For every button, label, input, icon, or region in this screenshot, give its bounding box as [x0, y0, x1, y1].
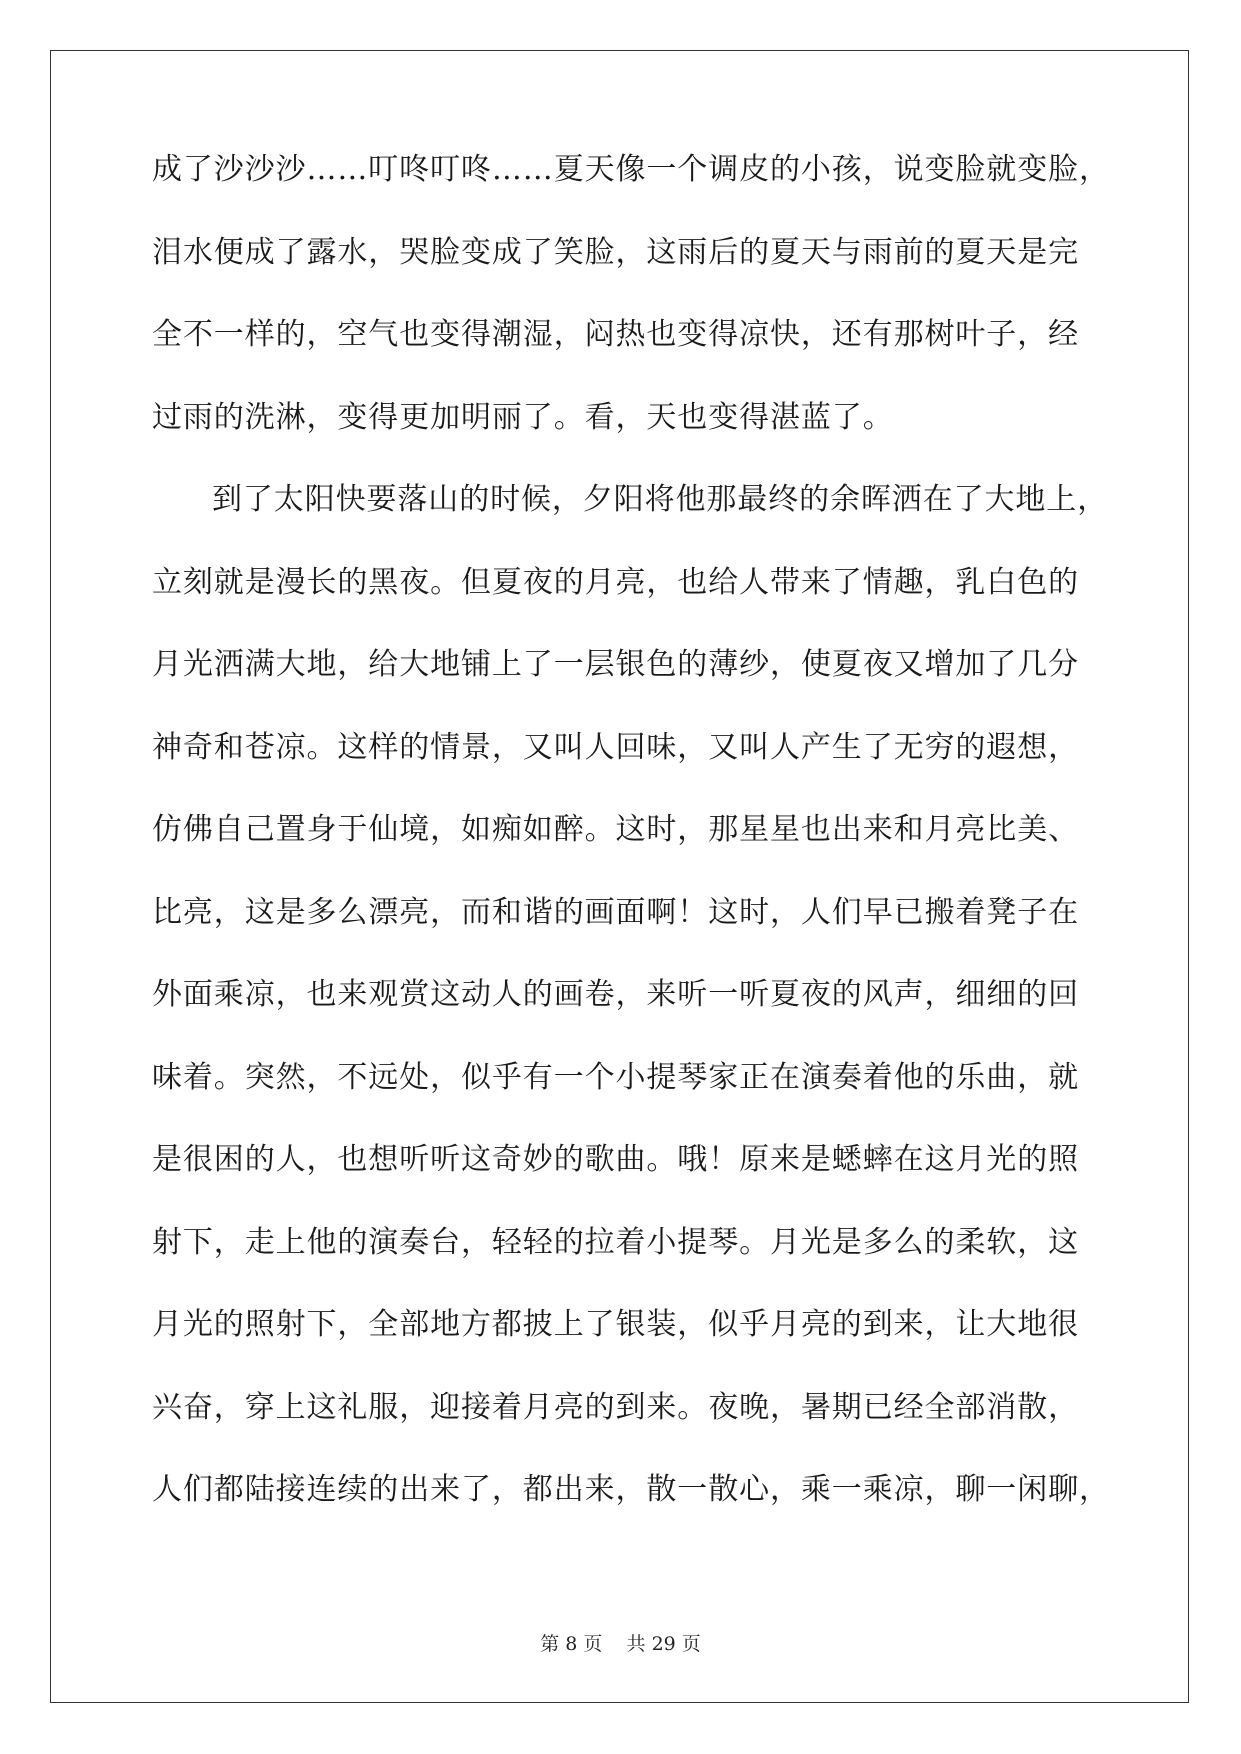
text-line: 射下，走上他的演奏台，轻轻的拉着小提琴。月光是多么的柔软，这	[152, 1224, 1079, 1260]
text-line: 兴奋，穿上这礼服，迎接着月亮的到来。夜晚，暑期已经全部消散，	[152, 1389, 1079, 1425]
text-line: 成了沙沙沙……叮咚叮咚……夏天像一个调皮的小孩，说变脸就变脸，	[152, 152, 1110, 187]
text-line: 仿佛自己置身于仙境，如痴如醉。这时，那星星也出来和月亮比美、	[152, 812, 1079, 847]
text-line: 神奇和苍凉。这样的情景，又叫人回味，又叫人产生了无穷的遐想，	[152, 729, 1079, 765]
text-line: 立刻就是漫长的黑夜。但夏夜的月亮，也给人带来了情趣，乳白色的	[152, 564, 1079, 600]
text-line: 泪水便成了露水，哭脸变成了笑脸，这雨后的夏天与雨前的夏天是完	[152, 234, 1079, 270]
text-line: 过雨的洗淋，变得更加明丽了。看，天也变得湛蓝了。	[152, 399, 894, 435]
document-body	[152, 152, 1110, 1558]
text-line: 是很困的人，也想听听这奇妙的歌曲。哦！原来是蟋蟀在这月光的照	[152, 1142, 1079, 1177]
page-footer	[0, 1629, 1241, 1656]
text-line: 人们都陆接连续的出来了，都出来，散一散心，乘一乘凉，聊一闲聊，	[152, 1472, 1110, 1507]
text-line: 月光的照射下，全部地方都披上了银装，似乎月亮的到来，让大地很	[152, 1307, 1079, 1342]
text-line: 外面乘凉，也来观赏这动人的画卷，来听一听夏夜的风声，细细的回	[152, 977, 1079, 1012]
text-line: 全不一样的，空气也变得潮湿，闷热也变得凉快，还有那树叶子，经	[152, 317, 1079, 352]
text-line: 月光洒满大地，给大地铺上了一层银色的薄纱，使夏夜又增加了几分	[152, 647, 1079, 682]
page-number: 第 8 页	[540, 1633, 603, 1655]
text-line: 味着。突然，不远处，似乎有一个小提琴家正在演奏着他的乐曲，就	[152, 1059, 1079, 1095]
page-total: 共 29 页	[626, 1633, 701, 1655]
text-line: 比亮，这是多么漂亮，而和谐的画面啊！这时，人们早已搬着凳子在	[152, 894, 1079, 930]
paragraph-first-line: 到了太阳快要落山的时候，夕阳将他那最终的余晖洒在了大地上，	[212, 482, 1109, 517]
